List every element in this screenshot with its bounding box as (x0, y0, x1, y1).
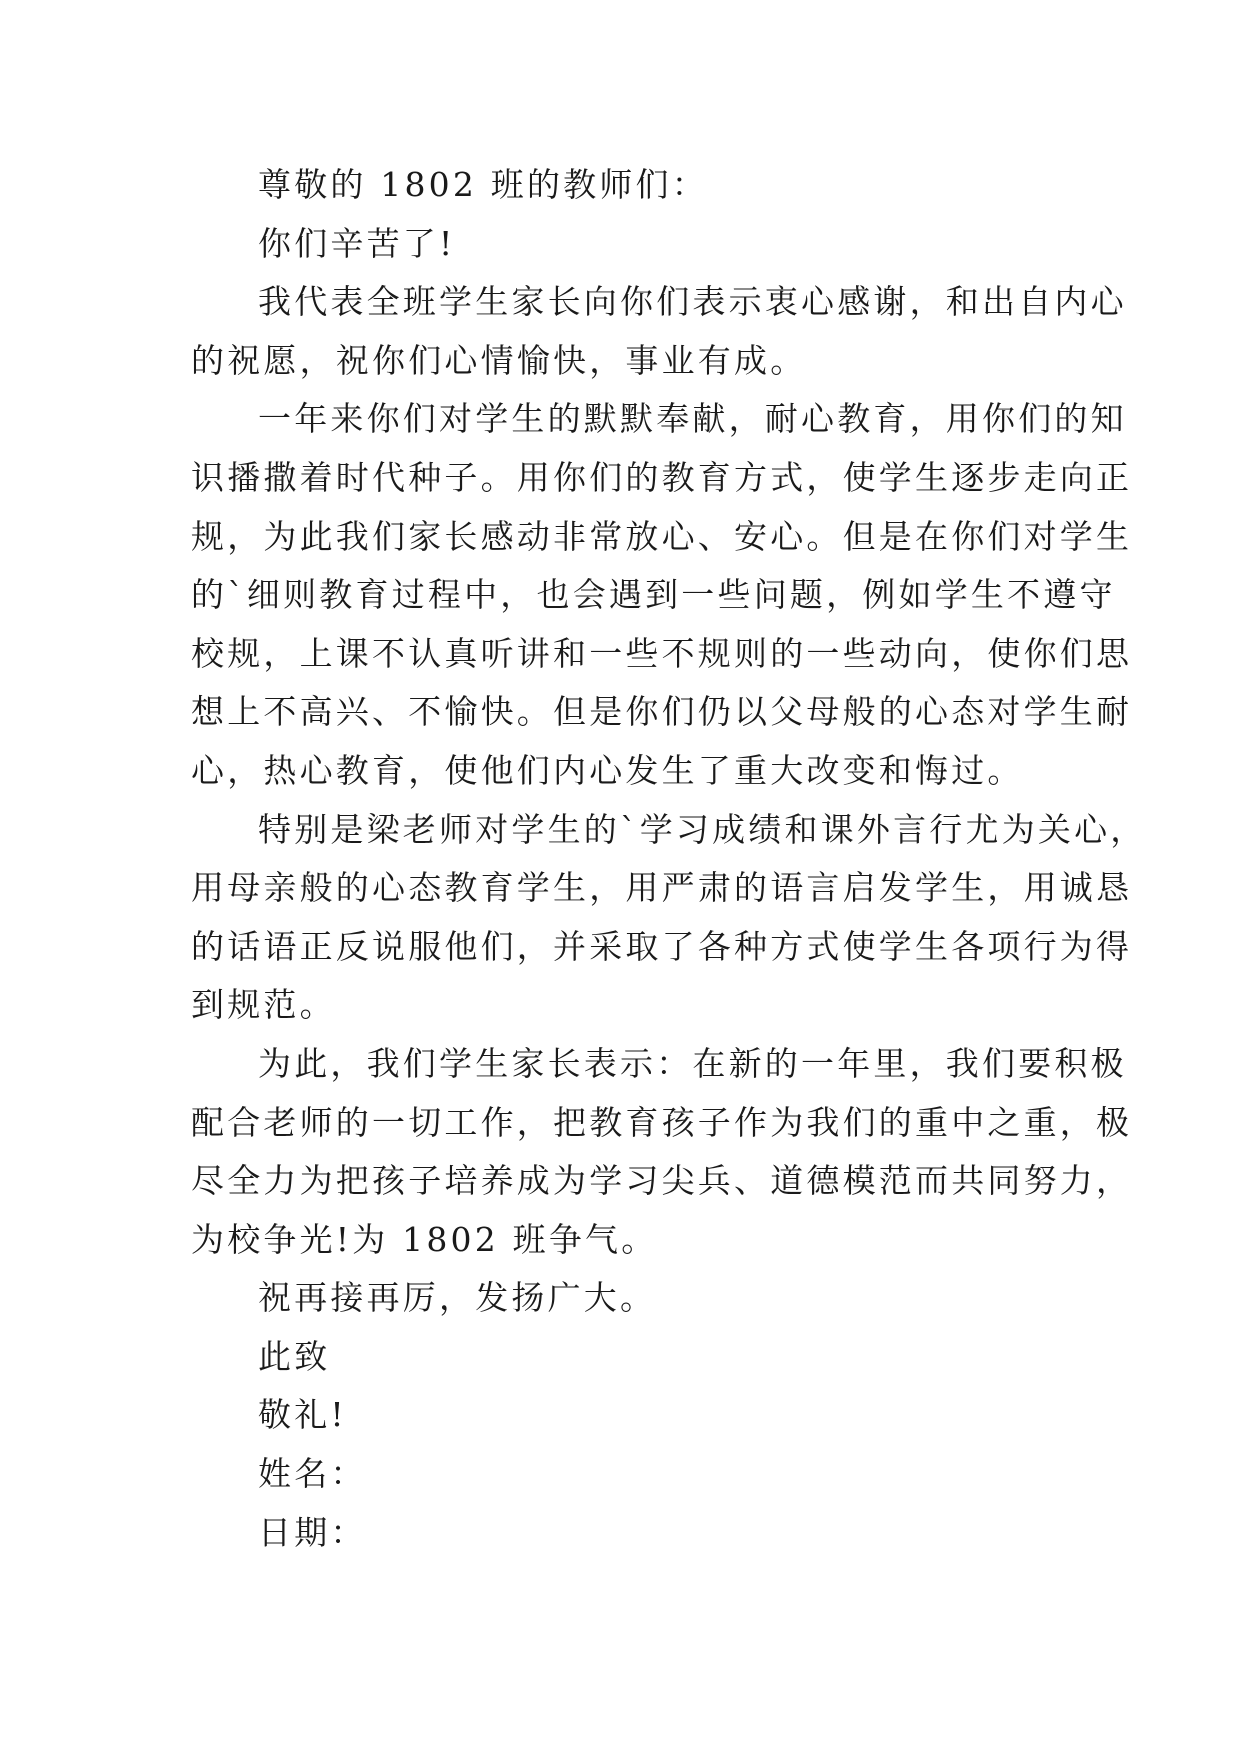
paragraph-line: 的话语正反说服他们，并采取了各种方式使学生各项行为得 (191, 926, 1133, 966)
salutation: 尊敬的 1802 班的教师们： (258, 165, 708, 204)
paragraph-line: 规，为此我们家长感动非常放心、安心。但是在你们对学生 (191, 516, 1133, 556)
paragraph-line: 特别是梁老师对学生的`学习成绩和课外言行尤为关心， (258, 809, 1147, 849)
paragraph-line: 尽全力为把孩子培养成为学习尖兵、道德模范而共同努力， (191, 1161, 1133, 1201)
paragraph-line: 到规范。 (191, 985, 336, 1025)
date-label: 日期： (258, 1512, 367, 1552)
paragraph-line: 识播撒着时代种子。用你们的教育方式，使学生逐步走向正 (191, 457, 1133, 497)
wish-line: 祝再接再厉，发扬广大。 (258, 1278, 657, 1318)
closing-line: 敬礼! (258, 1395, 347, 1435)
paragraph-line: 为校争光!为 1802 班争气。 (191, 1219, 658, 1259)
greeting: 你们辛苦了! (258, 223, 456, 263)
name-label: 姓名： (258, 1454, 367, 1494)
paragraph-line: 想上不高兴、不愉快。但是你们仍以父母般的心态对学生耐 (191, 692, 1133, 732)
letter-body (191, 156, 1147, 1562)
paragraph-line: 为此，我们学生家长表示：在新的一年里，我们要积极 (258, 1043, 1127, 1083)
paragraph-line: 用母亲般的心态教育学生，用严肃的语言启发学生，用诚恳 (191, 868, 1133, 908)
paragraph-line: 配合老师的一切工作，把教育孩子作为我们的重中之重，极 (191, 1102, 1133, 1142)
paragraph-line: 一年来你们对学生的默默奉献，耐心教育，用你们的知 (258, 399, 1127, 439)
paragraph-line: 我代表全班学生家长向你们表示衷心感谢，和出自内心 (258, 282, 1127, 322)
closing-line: 此致 (258, 1336, 331, 1376)
paragraph-line: 校规，上课不认真听讲和一些不规则的一些动向，使你们思 (191, 633, 1133, 673)
paragraph-line: 的祝愿，祝你们心情愉快，事业有成。 (191, 340, 807, 380)
paragraph-line: 的`细则教育过程中，也会遇到一些问题，例如学生不遵守 (191, 575, 1116, 615)
paragraph-line: 心，热心教育，使他们内心发生了重大改变和悔过。 (191, 750, 1024, 790)
